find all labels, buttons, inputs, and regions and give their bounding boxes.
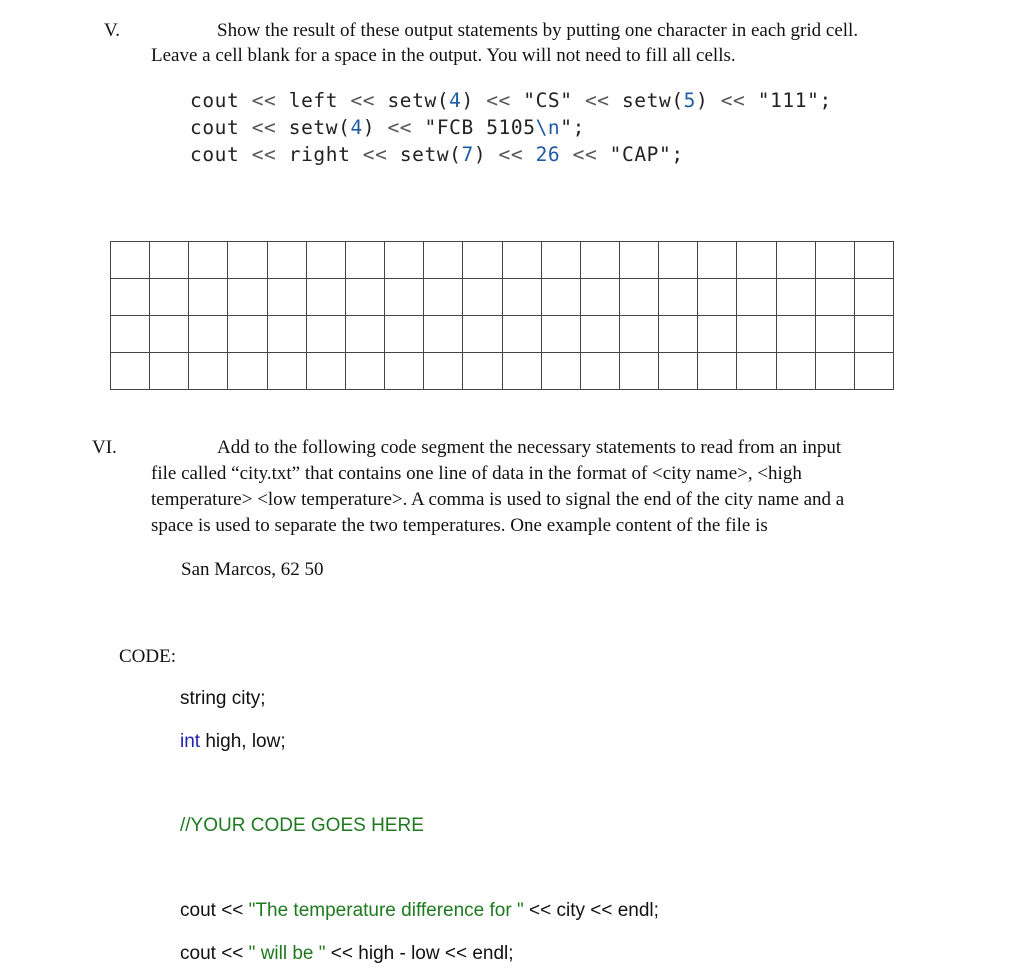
- code-int-high-low: int high, low;: [180, 731, 286, 752]
- grid-cell[interactable]: [503, 279, 542, 316]
- grid-cell[interactable]: [737, 353, 776, 390]
- grid-cell[interactable]: [659, 316, 698, 353]
- grid-cell[interactable]: [150, 353, 189, 390]
- grid-cell[interactable]: [542, 353, 581, 390]
- keyword-int: int: [180, 731, 201, 752]
- grid-cell[interactable]: [150, 279, 189, 316]
- grid-cell[interactable]: [385, 242, 424, 279]
- grid-cell[interactable]: [307, 279, 346, 316]
- grid-cell[interactable]: [385, 353, 424, 390]
- grid-cell[interactable]: [150, 242, 189, 279]
- grid-cell[interactable]: [503, 353, 542, 390]
- grid-cell[interactable]: [150, 316, 189, 353]
- grid-cell[interactable]: [698, 353, 737, 390]
- grid-cell[interactable]: [698, 279, 737, 316]
- code-line-1: cout << left << setw(4) << "CS" << setw(5) << "111";: [190, 89, 832, 112]
- grid-cell[interactable]: [855, 279, 894, 316]
- grid-cell[interactable]: [307, 242, 346, 279]
- grid-cell[interactable]: [189, 353, 228, 390]
- grid-cell[interactable]: [620, 316, 659, 353]
- grid-cell[interactable]: [816, 316, 855, 353]
- section-v-instructions-line1: Show the result of these output statements by putting one character in each grid cell.: [217, 20, 859, 41]
- grid-cell[interactable]: [424, 316, 463, 353]
- grid-cell[interactable]: [307, 353, 346, 390]
- grid-cell[interactable]: [268, 242, 307, 279]
- section-vi-para-line2: file called “city.txt” that contains one line of data in the format of <city name>, <high: [151, 463, 802, 484]
- grid-cell[interactable]: [659, 353, 698, 390]
- grid-cell[interactable]: [424, 353, 463, 390]
- grid-cell[interactable]: [737, 279, 776, 316]
- grid-cell[interactable]: [268, 279, 307, 316]
- grid-cell[interactable]: [189, 279, 228, 316]
- grid-cell[interactable]: [228, 316, 267, 353]
- section-vi-para-line1: Add to the following code segment the necessary statements to read from an input: [217, 437, 842, 458]
- grid-cell[interactable]: [777, 316, 816, 353]
- grid-cell[interactable]: [542, 279, 581, 316]
- code-label: CODE:: [119, 646, 176, 667]
- grid-cell[interactable]: [503, 316, 542, 353]
- grid-cell[interactable]: [346, 353, 385, 390]
- code-string-city: string city;: [180, 688, 266, 709]
- grid-cell[interactable]: [581, 242, 620, 279]
- section-vi-para-line4: space is used to separate the two temperatures. One example content of the file is: [151, 515, 768, 536]
- grid-cell[interactable]: [463, 242, 502, 279]
- section-vi-para-line3: temperature> <low temperature>. A comma is used to signal the end of the city name and a: [151, 489, 845, 510]
- grid-cell[interactable]: [463, 279, 502, 316]
- grid-cell[interactable]: [228, 242, 267, 279]
- grid-cell[interactable]: [346, 316, 385, 353]
- grid-cell[interactable]: [620, 242, 659, 279]
- grid-cell[interactable]: [620, 279, 659, 316]
- grid-cell[interactable]: [463, 316, 502, 353]
- section-v-number: V.: [104, 20, 121, 41]
- example-file-content: San Marcos, 62 50: [181, 559, 324, 580]
- grid-cell[interactable]: [268, 316, 307, 353]
- code-line-2: cout << setw(4) << "FCB 5105\n";: [190, 116, 585, 139]
- answer-grid: [110, 241, 894, 390]
- grid-cell[interactable]: [111, 316, 150, 353]
- grid-cell[interactable]: [268, 353, 307, 390]
- grid-cell[interactable]: [581, 279, 620, 316]
- grid-cell[interactable]: [659, 279, 698, 316]
- grid-cell[interactable]: [111, 279, 150, 316]
- grid-cell[interactable]: [855, 353, 894, 390]
- grid-cell[interactable]: [816, 279, 855, 316]
- grid-cell[interactable]: [581, 316, 620, 353]
- grid-cell[interactable]: [503, 242, 542, 279]
- grid-cell[interactable]: [111, 242, 150, 279]
- code-comment: //YOUR CODE GOES HERE: [180, 815, 424, 836]
- grid-cell[interactable]: [816, 242, 855, 279]
- grid-cell[interactable]: [228, 353, 267, 390]
- grid-cell[interactable]: [620, 353, 659, 390]
- grid-cell[interactable]: [855, 316, 894, 353]
- grid-cell[interactable]: [463, 353, 502, 390]
- section-v-instructions-line2: Leave a cell blank for a space in the output. You will not need to fill all cells.: [151, 45, 736, 66]
- grid-cell[interactable]: [777, 242, 816, 279]
- code-cout-line-2: cout << " will be " << high - low << endl;: [180, 943, 514, 964]
- grid-cell[interactable]: [542, 316, 581, 353]
- grid-cell[interactable]: [189, 316, 228, 353]
- grid-cell[interactable]: [307, 316, 346, 353]
- grid-cell[interactable]: [385, 279, 424, 316]
- grid-cell[interactable]: [581, 353, 620, 390]
- code-cout-line-1: cout << "The temperature difference for " << city << endl;: [180, 900, 659, 921]
- grid-cell[interactable]: [385, 316, 424, 353]
- grid-cell[interactable]: [777, 279, 816, 316]
- grid-cell[interactable]: [659, 242, 698, 279]
- grid-cell[interactable]: [111, 353, 150, 390]
- grid-cell[interactable]: [855, 242, 894, 279]
- grid-cell[interactable]: [737, 242, 776, 279]
- grid-cell[interactable]: [228, 279, 267, 316]
- code-line-3: cout << right << setw(7) << 26 << "CAP";: [190, 143, 684, 166]
- grid-cell[interactable]: [346, 242, 385, 279]
- section-vi-number: VI.: [92, 437, 117, 458]
- grid-cell[interactable]: [698, 316, 737, 353]
- grid-cell[interactable]: [777, 353, 816, 390]
- grid-cell[interactable]: [424, 279, 463, 316]
- grid-cell[interactable]: [346, 279, 385, 316]
- grid-cell[interactable]: [737, 316, 776, 353]
- grid-cell[interactable]: [424, 242, 463, 279]
- grid-cell[interactable]: [189, 242, 228, 279]
- grid-cell[interactable]: [698, 242, 737, 279]
- grid-cell[interactable]: [542, 242, 581, 279]
- grid-cell[interactable]: [816, 353, 855, 390]
